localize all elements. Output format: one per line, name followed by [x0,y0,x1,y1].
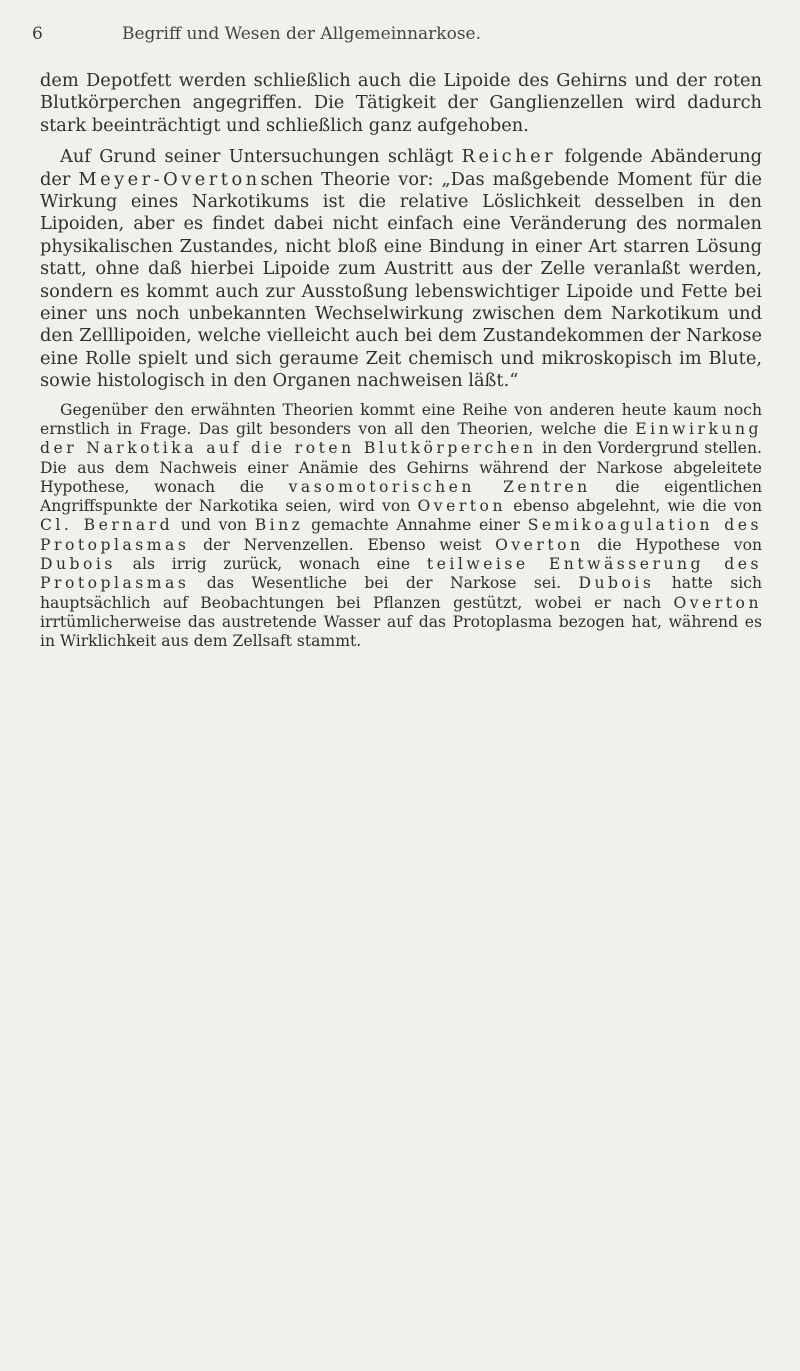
emphasis-vasomotorische-zentren: vasomotorischen Zentren [288,477,591,496]
author-name-overton: Overton [495,535,584,554]
paragraph-3-text: irrtümlicherweise das austretende Wasser auf das Protoplasma bezogen hat, während es in Wirklichkeit aus dem Zellsaft stammt. [40,612,762,651]
author-name-overton: Overton [673,593,762,612]
paragraph-3-text: die Hypothese von [583,535,762,554]
paragraph-2 [40,146,762,392]
paragraph-2-text: schen Theorie vor: „Das maßgebende Moment für die Wirkung eines Narkotikums ist die relative Löslichkeit desselben in den Lipoiden, aber es findet dabei nicht einfach eine Veränderung des normalen physikalischen Zustandes, nicht bloß eine Bindung in einer Art starren Lösung statt, ohne daß hierbei Lipoide zum Austritt aus der Zelle veranlaßt werden, sondern es kommt auch zur Ausstoßung lebenswichtiger Lipoide und Fette bei einer uns noch unbekannten Wechselwirkung zwischen dem Narkotikum und den Zelllipoiden, welche vielleicht auch bei dem Zustandekommen der Narkose eine Rolle spielt und sich geraume Zeit chemisch und mikroskopisch im Blute, sowie histologisch in den Organen nachweisen läßt.“ [40,168,762,392]
paragraph-2-text: Auf Grund seiner Untersuchungen schlägt [60,146,462,168]
paragraph-3-text: Gegenüber den erwähnten Theorien kommt eine Reihe von anderen heute kaum noch ernstlich in Frage. Das gilt besonders von all den Theorien, welche die [40,400,762,438]
emphasis-semikoagulation: Semikoagulation des Protoplasmas [40,516,762,554]
author-name-meyer-overton: Meyer-Overton [78,168,261,190]
paragraph-3 [40,401,762,652]
body-text [40,70,762,652]
paragraph-3-text: in den Vordergrund stellen. Die aus dem Nachweis einer Anämie des Gehirns während der Narkose abgeleitete Hypothese, wonach die [40,439,762,496]
author-name-binz: Binz [254,516,304,535]
paragraph-3-text: ebenso abgelehnt, wie die von [506,497,762,516]
author-name-overton: Overton [417,497,506,516]
paragraph-3-text: die eigentlichen Angriffspunkte der Narkotika seien, wird von [40,477,762,516]
author-name-reicher: Reicher [461,146,557,168]
paragraph-3-text: hatte sich hauptsächlich auf Beobachtungen bei Pflanzen gestützt, wobei er nach [40,574,763,612]
author-name-dubois: Dubois [40,555,116,574]
paragraph-3-text: als irrig zurück, wonach eine [115,555,427,574]
page-header [32,24,732,46]
paragraph-1: dem Depotfett werden schließlich auch die Lipoide des Gehirns und der roten Blutkörperchen angegriffen. Die Tätigkeit der Ganglienzellen wird dadurch stark beeinträchtigt und schließlich ganz aufgehoben. [40,70,762,136]
page-number: 6 [32,24,43,44]
paragraph-2-text: folgende Abänderung der [40,146,762,190]
author-name-bernard: Cl. Bernard [40,516,174,535]
emphasis-entwaesserung: teilweise Entwässerung des Protoplasmas [40,555,762,593]
paragraph-3-text: gemachte Annahme einer [303,516,528,535]
emphasis-einwirkung: Einwirkung der Narkotika auf die roten Blutkörperchen [40,419,762,458]
running-head: Begriff und Wesen der Allgemeinnarkose. [122,24,482,44]
paragraph-3-text: und von [173,516,255,535]
author-name-dubois: Dubois [578,574,655,593]
paragraph-3-text: das Wesentliche bei der Narkose sei. [189,574,579,593]
paragraph-3-text: der Nervenzellen. Ebenso weist [189,535,496,554]
